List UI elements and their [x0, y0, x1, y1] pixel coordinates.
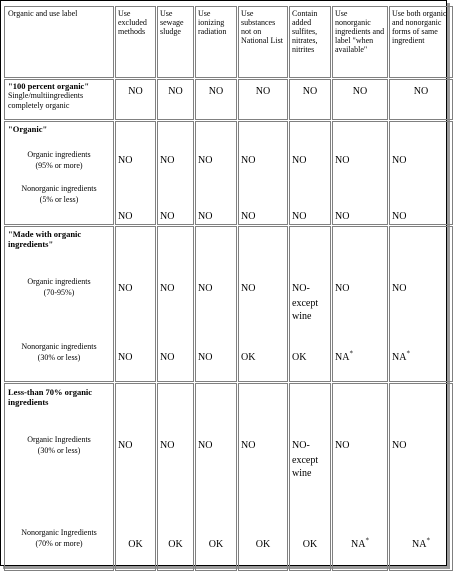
ingredient-label: Organic ingredients: [27, 150, 91, 159]
value-cell: NO NO: [115, 226, 156, 382]
ingredient-range: (5% or less): [39, 195, 79, 204]
footnote-marker: *: [406, 349, 410, 358]
ingredient-label: Organic Ingredients: [27, 435, 91, 444]
value-cell: NO OK: [238, 226, 288, 382]
ingredient-label: Nonorganic Ingredients: [21, 528, 97, 537]
value-cell: NO OK: [195, 383, 237, 571]
category-title: "100 percent organic": [8, 81, 90, 91]
header-row: [4, 6, 453, 78]
value-cell: NO OK: [115, 383, 156, 571]
value-cell: NO NO: [157, 121, 194, 225]
value-cell: NO: [115, 79, 156, 120]
value-cell: NO NO: [289, 121, 331, 225]
category-cell: [4, 226, 114, 382]
header-cell-label: Organic and use label: [4, 6, 114, 78]
value-cell: NO NO: [115, 121, 156, 225]
category-cell: [4, 121, 114, 225]
category-subtitle: Single/multiingredients completely organic: [8, 91, 84, 110]
value-cell: NO: [389, 79, 453, 120]
value-cell: NO: [157, 79, 194, 120]
row-100-percent-organic: [4, 79, 453, 120]
header-cell-both-forms: Use both organic and nonorganic forms of same ingredient: [389, 6, 453, 78]
value-cell: NO- except wine OK: [289, 226, 331, 382]
category-cell: [4, 383, 114, 571]
footnote-marker: *: [349, 349, 353, 358]
value-cell: NO OK: [157, 383, 194, 571]
category-title: "Organic": [8, 124, 48, 134]
ingredient-range: (95% or more): [35, 161, 83, 170]
ingredient-range: (30% or less): [37, 353, 81, 362]
row-less-than-70: [4, 383, 453, 571]
header-cell-when-available: Use nonorganic ingredients and label "when available": [332, 6, 388, 78]
value-cell: NO NA*: [332, 383, 388, 571]
value-cell: NO NO: [238, 121, 288, 225]
header-cell-excluded-methods: Use excluded methods: [115, 6, 156, 78]
category-title: "Made with organic ingredients": [8, 229, 82, 249]
footnote-marker: *: [426, 536, 430, 545]
value-cell: NO NO: [332, 121, 388, 225]
organic-label-table: [3, 5, 453, 572]
value-cell: NO NA*: [389, 383, 453, 571]
value-cell: NO: [195, 79, 237, 120]
header-cell-sulfites: Contain added sulfites, nitrates, nitrites: [289, 6, 331, 78]
ingredient-label: Nonorganic ingredients: [21, 184, 97, 193]
value-cell: NO NA*: [332, 226, 388, 382]
category-cell: [4, 79, 114, 120]
ingredient-range: (70-95%): [43, 288, 75, 297]
ingredient-range: (70% or more): [35, 539, 83, 548]
footnote-marker: *: [365, 536, 369, 545]
row-made-with-organic: [4, 226, 453, 382]
value-cell: NO NO: [389, 121, 453, 225]
value-cell: NO: [332, 79, 388, 120]
category-title: Less-than 70% organic ingredients: [8, 387, 93, 407]
value-cell: NO NO: [195, 121, 237, 225]
value-cell: NO- except wine OK: [289, 383, 331, 571]
value-cell: NO NO: [157, 226, 194, 382]
row-organic: [4, 121, 453, 225]
ingredient-label: Organic ingredients: [27, 277, 91, 286]
header-cell-sewage-sludge: Use sewage sludge: [157, 6, 194, 78]
wine-exception: except wine: [292, 298, 319, 322]
value-cell: NO: [238, 79, 288, 120]
value-cell: NO NO: [195, 226, 237, 382]
header-cell-ionizing-radiation: Use ionizing radiation: [195, 6, 237, 78]
value-cell: NO NA*: [389, 226, 453, 382]
wine-exception: except wine: [292, 455, 319, 479]
value-cell: NO: [289, 79, 331, 120]
header-cell-national-list: Use substances not on National List: [238, 6, 288, 78]
value-cell: NO OK: [238, 383, 288, 571]
ingredient-label: Nonorganic ingredients: [21, 342, 97, 351]
ingredient-range: (30% or less): [37, 446, 81, 455]
